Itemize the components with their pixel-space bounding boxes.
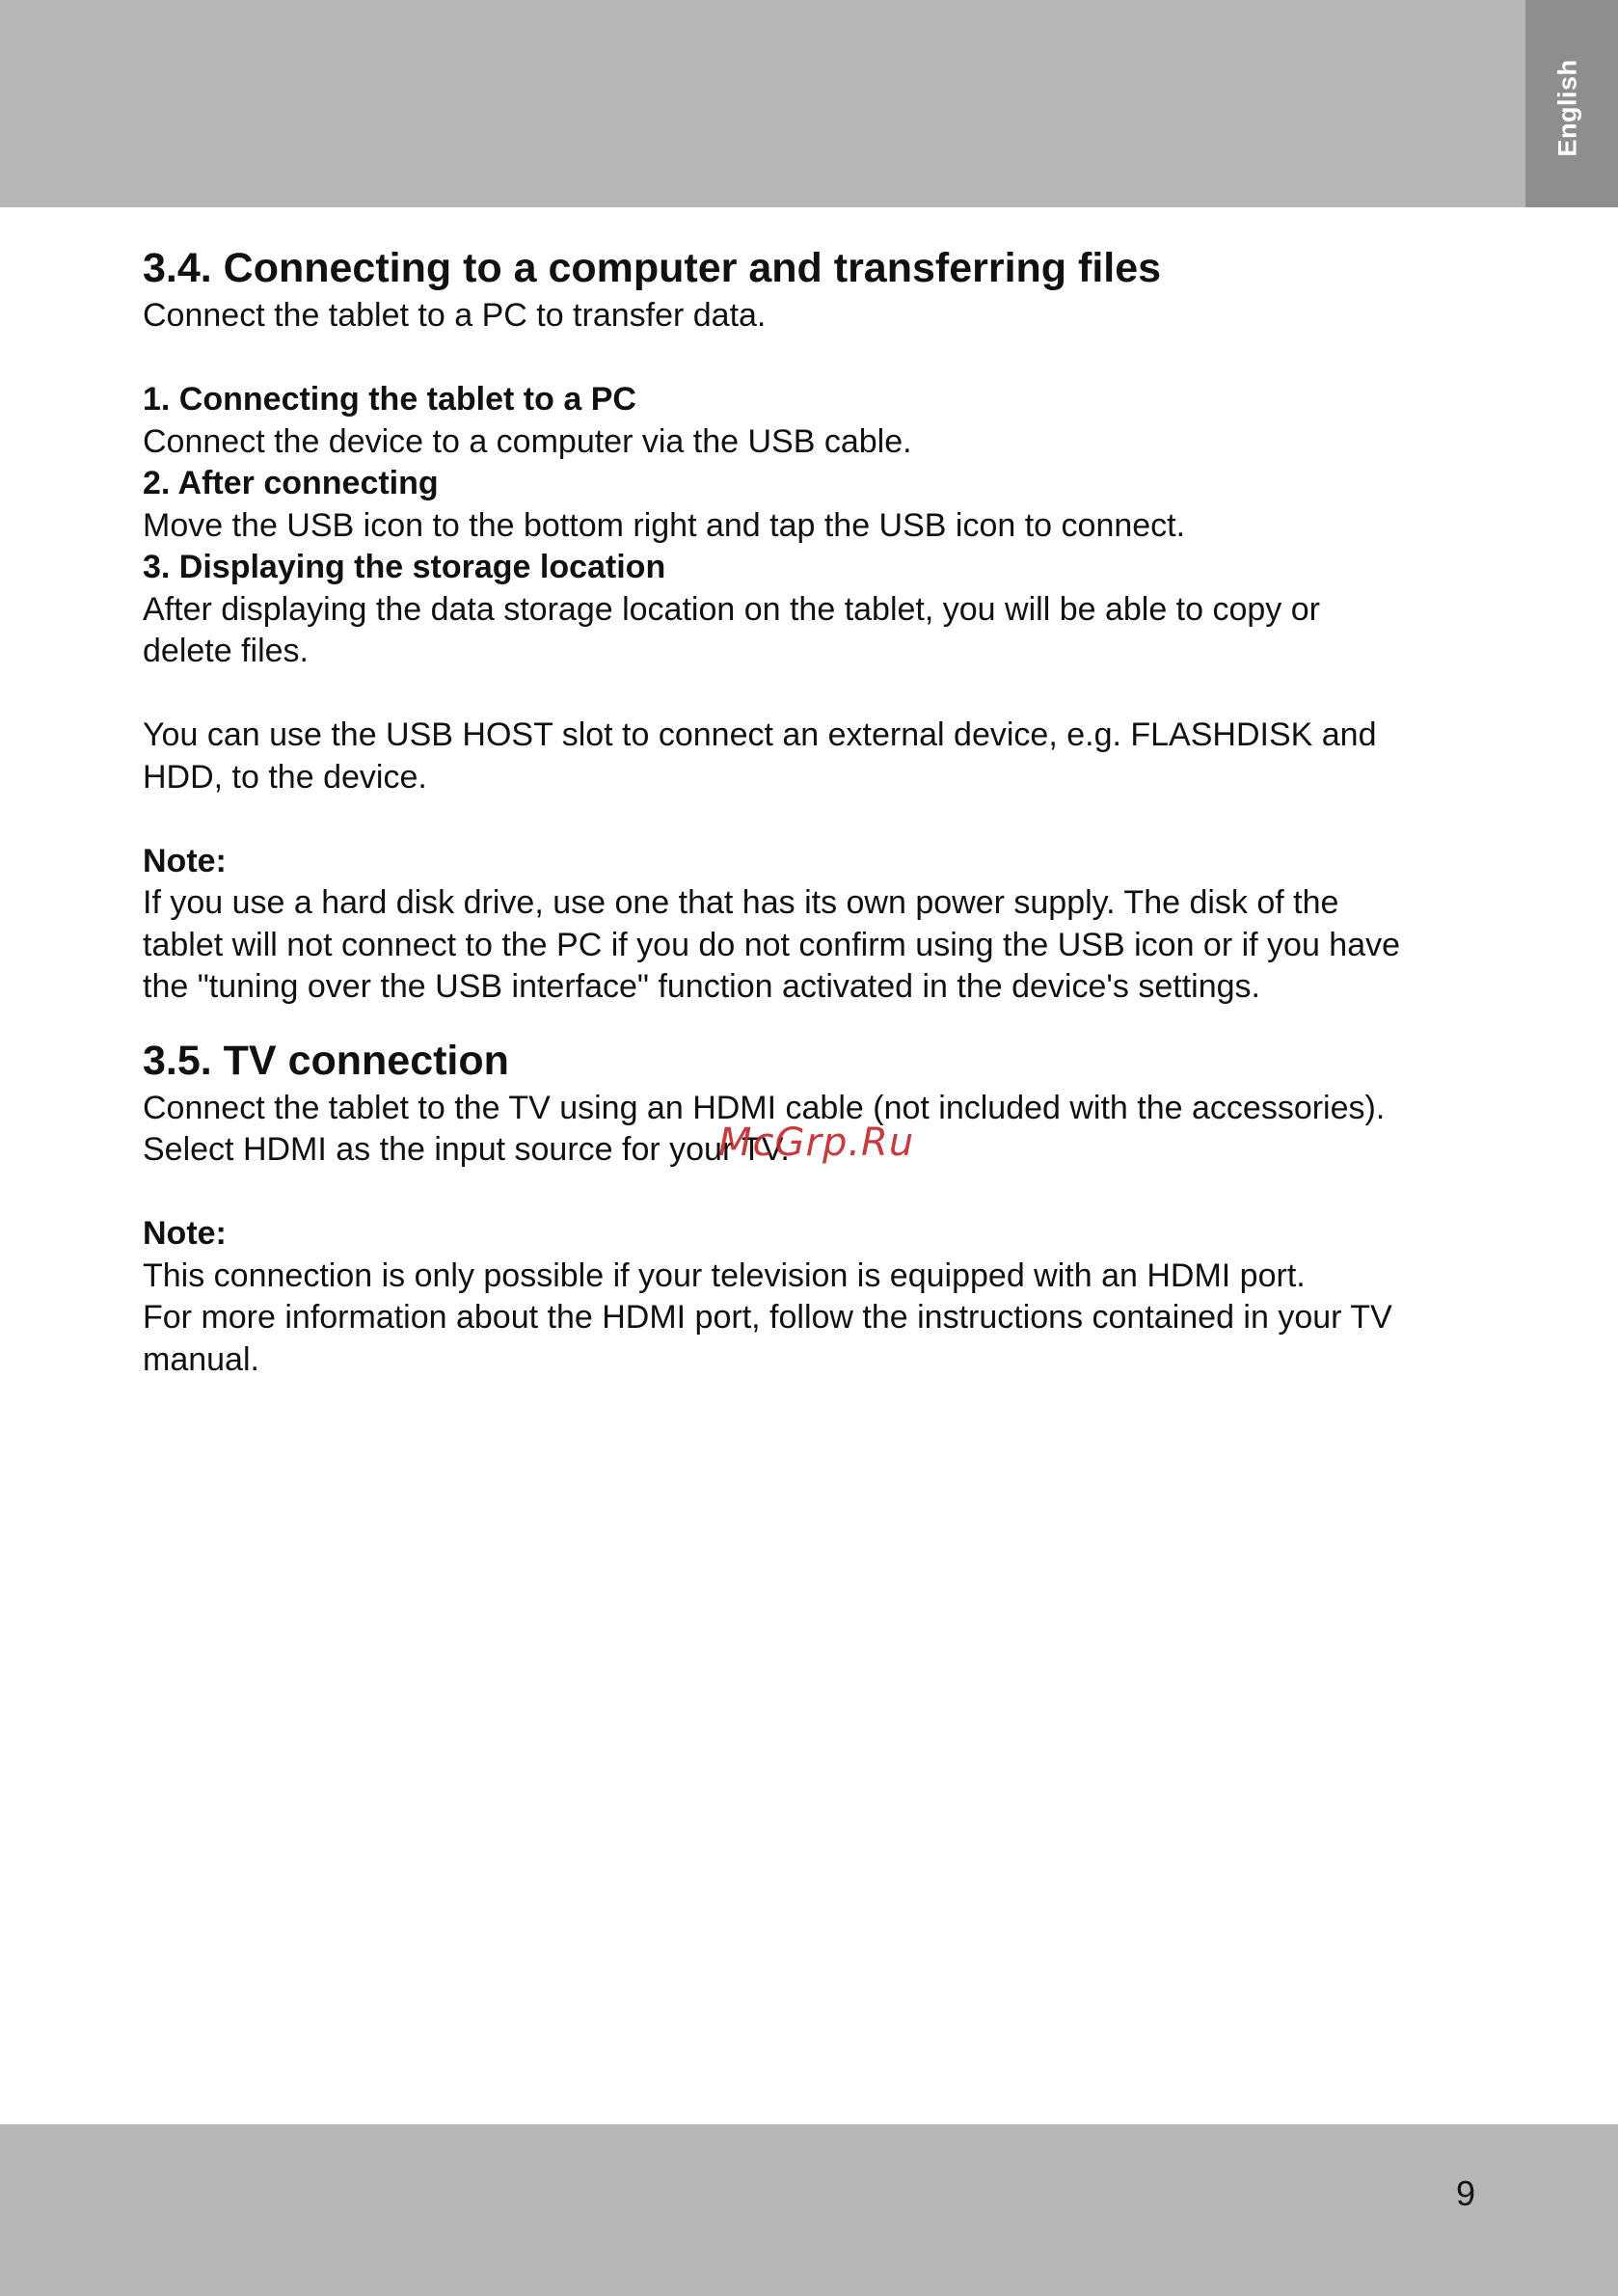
footer-band: [0, 2124, 1618, 2296]
step-2-title: 2. After connecting: [143, 465, 439, 501]
language-label: English: [1552, 59, 1582, 157]
step-3-title: 3. Displaying the storage location: [143, 549, 666, 585]
section-3-4-title: 3.4. Connecting to a computer and transferring files: [143, 245, 1162, 291]
section-3-4-note-line-2: tablet will not connect to the PC if you do not confirm using the USB icon or if you have: [143, 926, 1401, 963]
usb-host-line-2: HDD, to the device.: [143, 758, 427, 796]
watermark: McGrp.Ru: [718, 1121, 915, 1165]
section-3-5-text-line-1: Connect the tablet to the TV using an HDMI cable (not included with the accessories).: [143, 1089, 1386, 1126]
step-1-title: 1. Connecting the tablet to a PC: [143, 381, 636, 418]
section-3-4-note-label: Note:: [143, 842, 227, 879]
header-band: [0, 0, 1618, 207]
step-3-text-line-1: After displaying the data storage location on the tablet, you will be able to copy or: [143, 590, 1320, 628]
section-3-5-note-line-3: manual.: [143, 1340, 259, 1378]
step-1-text: Connect the device to a computer via the USB cable.: [143, 422, 912, 460]
section-3-5-note-label: Note:: [143, 1215, 227, 1252]
section-3-4-intro: Connect the tablet to a PC to transfer data.: [143, 297, 767, 334]
section-3-5-note-line-1: This connection is only possible if your television is equipped with an HDMI port.: [143, 1256, 1306, 1294]
step-3-text-line-2: delete files.: [143, 633, 309, 669]
page-number: 9: [1455, 2174, 1475, 2213]
section-3-5-note-line-2: For more information about the HDMI port, follow the instructions contained in your TV: [143, 1299, 1392, 1336]
usb-host-line-1: You can use the USB HOST slot to connect an external device, e.g. FLASHDISK and: [143, 716, 1377, 753]
section-3-4-note-line-1: If you use a hard disk drive, use one that has its own power supply. The disk of the: [143, 884, 1339, 921]
section-3-5-text-line-2: Select HDMI as the input source for your TV.: [143, 1131, 790, 1168]
section-3-4-note-line-3: the "tuning over the USB interface" function activated in the device's settings.: [143, 968, 1260, 1005]
section-3-5-title: 3.5. TV connection: [143, 1037, 509, 1084]
page-content: [143, 241, 1483, 1381]
step-2-text: Move the USB icon to the bottom right and tap the USB icon to connect.: [143, 506, 1186, 544]
